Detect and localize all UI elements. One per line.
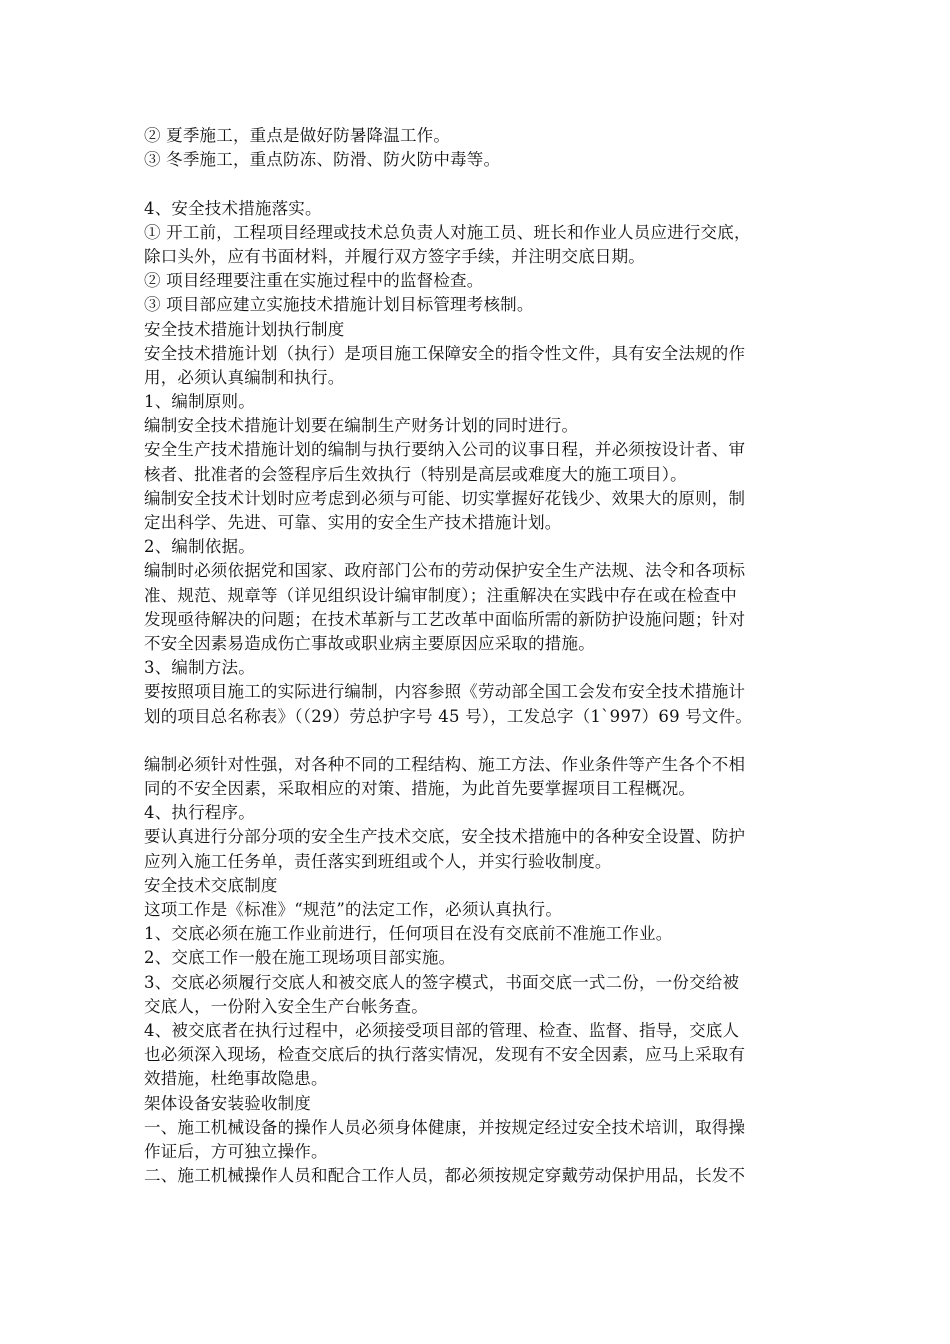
text-line: 同的不安全因素，采取相应的对策、措施，为此首先要掌握项目工程概况。 xyxy=(144,779,696,799)
text-line: 安全技术措施计划（执行）是项目施工保障安全的指令性文件，具有安全法规的作 xyxy=(144,343,746,363)
text-line: 除口头外，应有书面材料，并履行双方签字手续，并注明交底日期。 xyxy=(144,246,645,266)
text-line: 2、编制依据。 xyxy=(144,537,255,557)
text-line: 二、施工机械操作人员和配合工作人员，都必须按规定穿戴劳动保护用品，长发不 xyxy=(144,1166,746,1186)
text-line: 3、交底必须履行交底人和被交底人的签字模式，书面交底一式二份，一份交给被 xyxy=(144,972,740,992)
text-line: 4、被交底者在执行过程中，必须接受项目部的管理、检查、监督、指导，交底人 xyxy=(144,1020,740,1040)
text-line: 核者、批准者的会签程序后生效执行（特别是高层或难度大的施工项目）。 xyxy=(144,464,687,484)
text-line: 准、规范、规章等（详见组织设计编审制度）；注重解决在实践中存在或在检查中 xyxy=(144,585,737,605)
text-line: 2、交底工作一般在施工现场项目部实施。 xyxy=(144,948,456,968)
text-line: 作证后，方可独立操作。 xyxy=(144,1141,328,1161)
text-line: ② 项目经理要注重在实施过程中的监督检查。 xyxy=(144,271,484,291)
text-line: ③ 冬季施工，重点防冻、防滑、防火防中毒等。 xyxy=(144,150,501,170)
text-line: 安全技术措施计划执行制度 xyxy=(144,319,345,339)
text-line: 要按照项目施工的实际进行编制，内容参照《劳动部全国工会发布安全技术措施计 xyxy=(144,682,746,702)
text-line: 1、交底必须在施工作业前进行，任何项目在没有交底前不准施工作业。 xyxy=(144,924,673,944)
text-line: 4、安全技术措施落实。 xyxy=(144,198,322,218)
text-line: 一、施工机械设备的操作人员必须身体健康，并按规定经过安全技术培训，取得操 xyxy=(144,1117,746,1137)
blank-line xyxy=(144,729,824,753)
text-line: 这项工作是《标准》“规范”的法定工作，必须认真执行。 xyxy=(144,900,563,919)
text-line: 3、编制方法。 xyxy=(144,658,255,678)
text-line: 不安全因素易造成伤亡事故或职业病主要原因应采取的措施。 xyxy=(144,633,595,653)
blank-line xyxy=(144,172,824,196)
text-line: 用，必须认真编制和执行。 xyxy=(144,367,345,387)
text-line: 编制必须针对性强，对各种不同的工程结构、施工方法、作业条件等产生各个不相 xyxy=(144,754,746,774)
document-body xyxy=(144,124,824,1188)
text-line: 编制时必须依据党和国家、政府部门公布的劳动保护安全生产法规、法令和各项标 xyxy=(144,561,746,581)
text-line: 应列入施工任务单，责任落实到班组或个人，并实行验收制度。 xyxy=(144,851,612,871)
text-line: 效措施，杜绝事故隐患。 xyxy=(144,1069,328,1089)
text-line: 安全技术交底制度 xyxy=(144,875,278,895)
text-line: 也必须深入现场，检查交底后的执行落实情况，发现有不安全因素，应马上采取有 xyxy=(144,1045,746,1065)
text-line: 安全生产技术措施计划的编制与执行要纳入公司的议事日程，并必须按设计者、审 xyxy=(144,440,746,460)
text-line: 发现亟待解决的问题；在技术革新与工艺改革中面临所需的新防护设施问题；针对 xyxy=(144,609,746,629)
text-line: 4、执行程序。 xyxy=(144,803,255,823)
text-line: 架体设备安装验收制度 xyxy=(144,1093,311,1113)
text-line: 定出科学、先进、可靠、实用的安全生产技术措施计划。 xyxy=(144,513,562,532)
text-line: ② 夏季施工，重点是做好防暑降温工作。 xyxy=(144,126,451,145)
text-line: 1、编制原则。 xyxy=(144,392,255,412)
text-line: 要认真进行分部分项的安全生产技术交底，安全技术措施中的各种安全设置、防护 xyxy=(144,827,746,847)
text-line: 编制安全技术措施计划要在编制生产财务计划的同时进行。 xyxy=(144,416,579,436)
text-line: ① 开工前，工程项目经理或技术总负责人对施工员、班长和作业人员应进行交底， xyxy=(144,222,751,242)
text-line: 编制安全技术计划时应考虑到必须与可能、切实掌握好花钱少、效果大的原则，制 xyxy=(144,488,746,508)
text-line: 划的项目总名称表》（（29）劳总护字号 45 号），工发总字（1`997）69 号文件。 xyxy=(144,706,753,726)
text-line: 交底人，一份附入安全生产台帐务查。 xyxy=(144,996,428,1016)
text-line: ③ 项目部应建立实施技术措施计划目标管理考核制。 xyxy=(144,295,534,315)
